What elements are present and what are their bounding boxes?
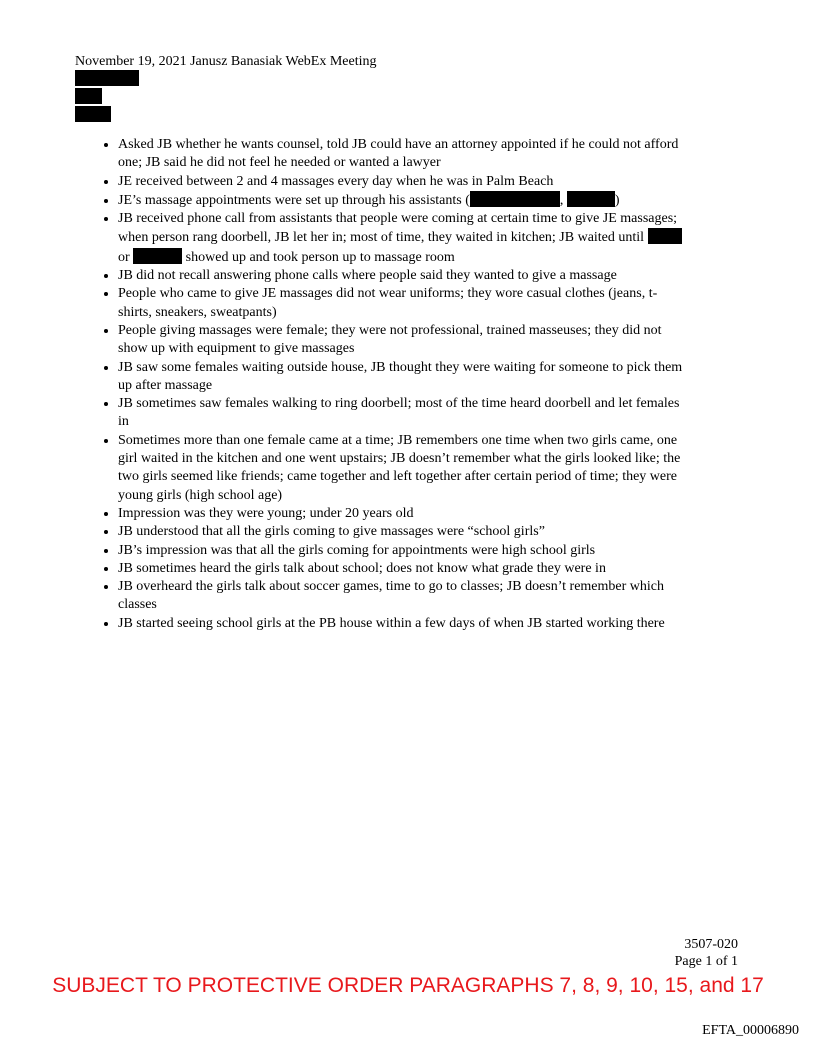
note-item: • JB sometimes heard the girls talk about school; does not know what grade they were in <box>118 560 691 578</box>
protective-order-notice: SUBJECT TO PROTECTIVE ORDER PARAGRAPHS 7, 8, 9, 10, 15, and 17 <box>52 974 764 997</box>
note-item <box>118 210 691 267</box>
redaction-block <box>75 70 139 86</box>
note-item: • People giving massages were female; they were not professional, trained masseuses; they did not show up with equipment to give massages <box>118 322 691 359</box>
redaction-block <box>648 228 682 244</box>
note-item: • JB understood that all the girls coming to give massages were “school girls” <box>118 523 691 541</box>
document-number: 3507-020 <box>684 937 738 952</box>
page-number: Page 1 of 1 <box>674 954 738 969</box>
note-separator: or <box>118 249 130 265</box>
note-text: showed up and took person up to massage room <box>185 249 455 265</box>
note-item: • JB started seeing school girls at the PB house within a few days of when JB started working there <box>118 615 691 633</box>
note-item: • JB sometimes saw females walking to ring doorbell; most of the time heard doorbell and let females in <box>118 395 691 432</box>
note-item: • JB’s impression was that all the girls coming for appointments were high school girls <box>118 542 691 560</box>
document-title: November 19, 2021 Janusz Banasiak WebEx Meeting <box>75 54 377 69</box>
note-text: JB received phone call from assistants that people were coming at certain time to give JE massages; when person rang doorbell, JB let her in; most of time, they waited in kitchen; JB waited until <box>118 211 678 246</box>
note-item: • JB saw some females waiting outside house, JB thought they were waiting for someone to pick them up after massage <box>118 359 691 396</box>
note-item: • JE received between 2 and 4 massages every day when he was in Palm Beach <box>118 173 691 191</box>
bates-number: EFTA_00006890 <box>702 1023 799 1038</box>
note-item: • JB overheard the girls talk about soccer games, time to go to classes; JB doesn’t remember which classes <box>118 578 691 615</box>
note-item: • People who came to give JE massages did not wear uniforms; they wore casual clothes (jeans, t-shirts, sneakers, sweatpants) <box>118 285 691 322</box>
note-separator: , <box>559 192 564 208</box>
note-text: JE’s massage appointments were set up through his assistants ( <box>118 192 470 208</box>
note-text: ) <box>614 192 620 208</box>
note-item: • Impression was they were young; under 20 years old <box>118 505 691 523</box>
note-item: • Asked JB whether he wants counsel, told JB could have an attorney appointed if he could not afford one; JB said he did not feel he needed or wanted a lawyer <box>118 136 691 173</box>
redaction-block <box>567 191 615 207</box>
note-item <box>118 191 691 210</box>
redaction-block <box>470 191 560 207</box>
redaction-block <box>75 88 102 104</box>
note-item: • JB did not recall answering phone calls where people said they wanted to give a massage <box>118 267 691 285</box>
notes-list <box>80 136 691 633</box>
redaction-block <box>75 106 111 122</box>
redaction-block <box>133 248 182 264</box>
note-item: • Sometimes more than one female came at a time; JB remembers one time when two girls came, one girl waited in the kitchen and one went upstairs; JB doesn’t remember what the girls looked like; the two girls seemed like friends; came together and left together after certain period of time; they were young girls (high school age) <box>118 432 691 505</box>
